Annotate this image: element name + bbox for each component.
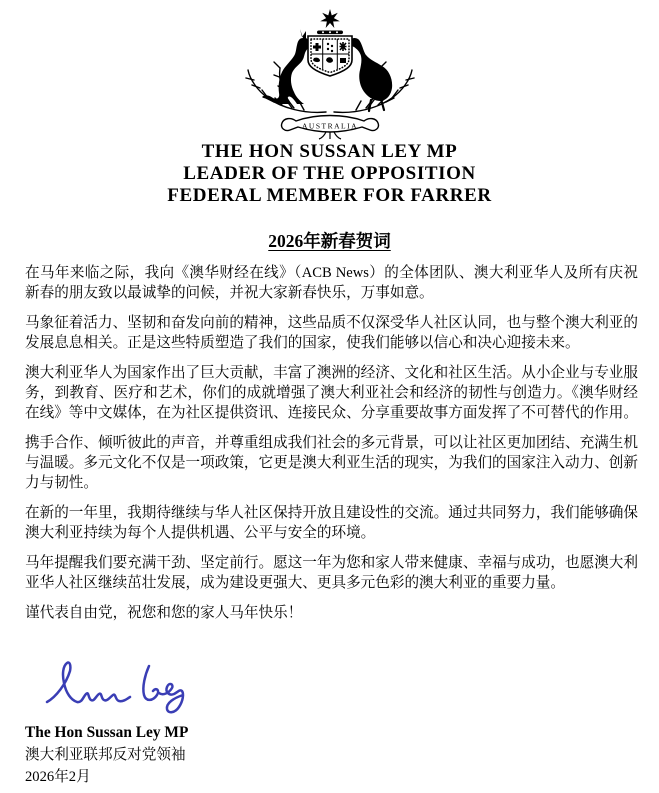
signature-graphic	[42, 655, 192, 715]
paragraph-2: 马象征着活力、坚韧和奋发向前的精神，这些品质不仅深受华人社区认同，也与整个澳大利亚的发展息息相关。正是这些特质塑造了我们的国家，使我们能够以信心和决心迎接未来。	[25, 315, 638, 351]
australia-motto-text: AUSTRALIA	[301, 121, 358, 131]
letter-body	[25, 263, 638, 633]
paragraph-6: 马年提醒我们要充满干劲、坚定前行。愿这一年为您和家人带来健康、幸福与成功，也愿澳大利亚华人社区继续茁壮发展，成为建设更强大、更具多元色彩的澳大利亚的重要力量。	[25, 555, 638, 591]
kangaroo-icon	[262, 29, 309, 104]
letter-title: 2026年新春贺词	[268, 231, 391, 251]
paragraph-7: 谨代表自由党，祝您和您的家人马年快乐！	[25, 605, 303, 621]
letterhead-name: THE HON SUSSAN LEY MP	[201, 141, 458, 162]
paragraph-5: 在新的一年里，我期待继续与华人社区保持开放且建设性的交流。通过共同努力，我们能够确保澳大利亚持续为每个人提供机遇、公平与安全的环境。	[25, 505, 638, 541]
letterhead	[0, 141, 659, 207]
paragraph-1: 在马年来临之际，我向《澳华财经在线》（ACB News）的全体团队、澳大利亚华人及所有庆祝新春的朋友致以最诚挚的问候，并祝大家新春快乐，万事如意。	[25, 265, 639, 301]
commonwealth-star-icon	[320, 9, 340, 28]
paragraph-3: 澳大利亚华人为国家作出了巨大贡献，丰富了澳洲的经济、文化和社区生活。从小企业与专业服务，到教育、医疗和艺术，你们的成就增强了澳大利亚社会和经济的韧性与创造力。《澳华财经在线》等中文媒体，在为社区提供资讯、连接民众、分享重要故事方面发挥了不可替代的作用。	[25, 365, 638, 421]
handwritten-signature	[42, 655, 192, 720]
signatory-role: 澳大利亚联邦反对党领袖	[25, 747, 186, 763]
wreath-dot	[336, 31, 338, 33]
letter-date: 2026年2月	[25, 769, 91, 785]
australian-coat-of-arms	[234, 8, 426, 145]
letterhead-role-2: FEDERAL MEMBER FOR FARRER	[167, 185, 492, 206]
coat-of-arms-graphic	[234, 8, 426, 140]
shield-icon	[308, 36, 352, 76]
signatory-name: The Hon Sussan Ley MP	[25, 724, 189, 741]
wreath-dot	[329, 31, 331, 33]
signature-block	[25, 722, 188, 788]
paragraph-4: 携手合作、倾听彼此的声音，并尊重组成我们社会的多元背景，可以让社区更加团结、充满生机与温暖。多元文化不仅是一项政策，它更是澳大利亚生活的现实，为我们的国家注入动力、创新力与韧性。	[25, 435, 638, 491]
wreath-dot	[322, 31, 324, 33]
letterhead-role-1: LEADER OF THE OPPOSITION	[183, 163, 476, 184]
australia-scroll	[281, 116, 378, 140]
